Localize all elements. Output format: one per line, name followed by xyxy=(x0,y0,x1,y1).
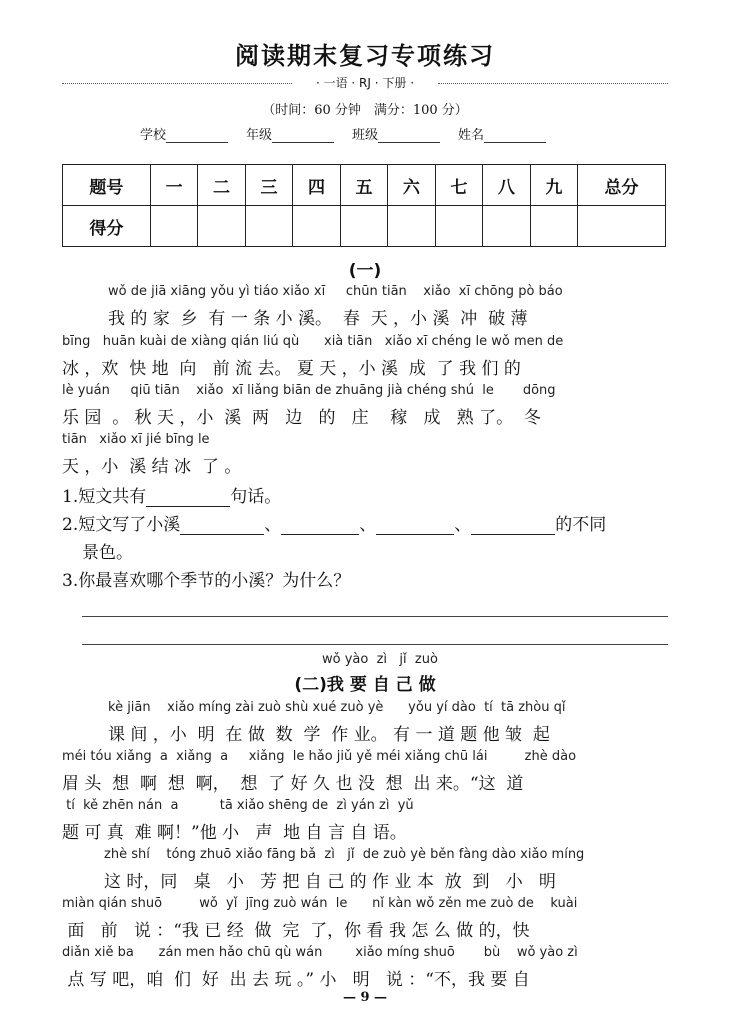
score-input-cell[interactable] xyxy=(245,206,292,247)
answer-blank[interactable] xyxy=(281,516,359,535)
text-line: 天 ，小 溪 结 冰 了 。 xyxy=(62,457,242,477)
answer-blank[interactable] xyxy=(180,516,264,535)
pinyin-line: zhè shí tóng zhuō xiǎo fāng bǎ zì jǐ de zuò yè běn fàng dào xiǎo míng xyxy=(104,847,585,862)
subtitle: · 一语 · RJ · 下册 · xyxy=(0,74,730,91)
time-info: （时间：60 分钟 满分：100 分） xyxy=(262,103,468,118)
score-input-cell[interactable] xyxy=(483,206,530,247)
table-cell: 五 xyxy=(340,165,387,206)
pinyin-line: wǒ de jiā xiāng yǒu yì tiáo xiǎo xī chūn tiān xiǎo xī chōng pò báo xyxy=(108,284,563,299)
pinyin-line: miàn qián shuō wǒ yǐ jīng zuò wán le nǐ kàn wǒ zěn me zuò de kuài xyxy=(62,896,578,911)
text-line: 这 时，同 桌 小 芳 把 自 己 的 作 业 本 放 到 小 明 xyxy=(104,872,556,892)
section-2-heading: (二)我 要 自 己 做 xyxy=(294,675,436,695)
grade-field[interactable]: 年级 xyxy=(246,124,334,143)
page-number: — 9 — xyxy=(342,990,388,1005)
score-input-cell[interactable] xyxy=(340,206,387,247)
text-line: 我 的 家 乡 有 一 条 小 溪。 春 天 ，小 溪 冲 破 薄 xyxy=(108,309,528,329)
answer-blank[interactable] xyxy=(376,516,454,535)
table-cell: 一 xyxy=(150,165,197,206)
pinyin-line: tí kě zhēn nán a tā xiǎo shēng de zì yán zì yǔ xyxy=(62,798,414,813)
text-line: 课 间 ，小 明 在 做 数 学 作 业。 有 一 道 题 他 皱 起 xyxy=(108,725,550,745)
score-input-cell[interactable] xyxy=(435,206,482,247)
heading-pinyin: wǒ yào zì jǐ zuò xyxy=(322,652,438,667)
table-cell: 九 xyxy=(530,165,577,206)
section-1-heading: (一) xyxy=(348,261,382,281)
score-input-cell[interactable] xyxy=(388,206,435,247)
answer-blank[interactable] xyxy=(146,488,230,507)
question-1: 1.短文共有 句话。 xyxy=(62,487,282,507)
score-table xyxy=(62,164,666,247)
table-cell: 二 xyxy=(198,165,245,206)
table-cell: 得分 xyxy=(63,206,151,247)
pinyin-line: bīng huān kuài de xiàng qián liú qù xià tiān xiǎo xī chéng le wǒ men de xyxy=(62,334,564,349)
score-input-cell[interactable] xyxy=(530,206,577,247)
score-input-cell[interactable] xyxy=(578,206,666,247)
text-line: 点 写 吧，咱 们 好 出 去 玩 。” 小 明 说 ：“不，我 要 自 xyxy=(62,970,530,990)
text-line: 题 可 真 难 啊！”他 小 声 地 自 言 自 语。 xyxy=(62,823,407,843)
score-input-cell[interactable] xyxy=(198,206,245,247)
pinyin-line: diǎn xiě ba zán men hǎo chū qù wán xiǎo míng shuō bù wǒ yào zì xyxy=(62,945,578,960)
table-cell: 八 xyxy=(483,165,530,206)
score-header-row xyxy=(63,165,666,206)
score-value-row xyxy=(63,206,666,247)
page-title: 阅读期末复习专项练习 xyxy=(235,42,495,70)
question-2: 2.短文写了小溪 、 、 、 的不同 xyxy=(62,515,607,535)
answer-line[interactable] xyxy=(82,644,668,645)
class-field[interactable]: 班级 xyxy=(352,124,440,143)
answer-blank[interactable] xyxy=(471,516,555,535)
answer-line[interactable] xyxy=(82,616,668,617)
school-field[interactable]: 学校 xyxy=(140,124,228,143)
text-line: 冰 ，欢 快 地 向 前 流 去。 夏 天 ，小 溪 成 了 我 们 的 xyxy=(62,359,521,379)
table-cell: 七 xyxy=(435,165,482,206)
score-input-cell[interactable] xyxy=(293,206,340,247)
text-line: 眉 头 想 啊 想 啊， 想 了 好 久 也 没 想 出 来。“这 道 xyxy=(62,774,524,794)
table-cell: 题号 xyxy=(63,165,151,206)
name-field[interactable]: 姓名 xyxy=(458,124,546,143)
pinyin-line: tiān xiǎo xī jié bīng le xyxy=(62,432,210,447)
table-cell: 总分 xyxy=(578,165,666,206)
pinyin-line: lè yuán qiū tiān xiǎo xī liǎng biān de zhuāng jià chéng shú le dōng xyxy=(62,383,556,398)
table-cell: 四 xyxy=(293,165,340,206)
table-cell: 三 xyxy=(245,165,292,206)
text-line: 面 前 说 ：“我 已 经 做 完 了，你 看 我 怎 么 做 的，快 xyxy=(62,921,530,941)
table-cell: 六 xyxy=(388,165,435,206)
student-info-row xyxy=(140,124,546,143)
text-line: 乐 园 。 秋 天 ，小 溪 两 边 的 庄 稼 成 熟 了。 冬 xyxy=(62,408,541,428)
question-2-cont: 景色。 xyxy=(82,543,133,563)
pinyin-line: kè jiān xiǎo míng zài zuò shù xué zuò yè yǒu yí dào tí tā zhòu qǐ xyxy=(108,700,566,715)
pinyin-line: méi tóu xiǎng a xiǎng a xiǎng le hǎo jiǔ yě méi xiǎng chū lái zhè dào xyxy=(62,749,577,764)
question-3: 3.你最喜欢哪个季节的小溪？为什么？ xyxy=(62,571,351,591)
score-input-cell[interactable] xyxy=(150,206,197,247)
